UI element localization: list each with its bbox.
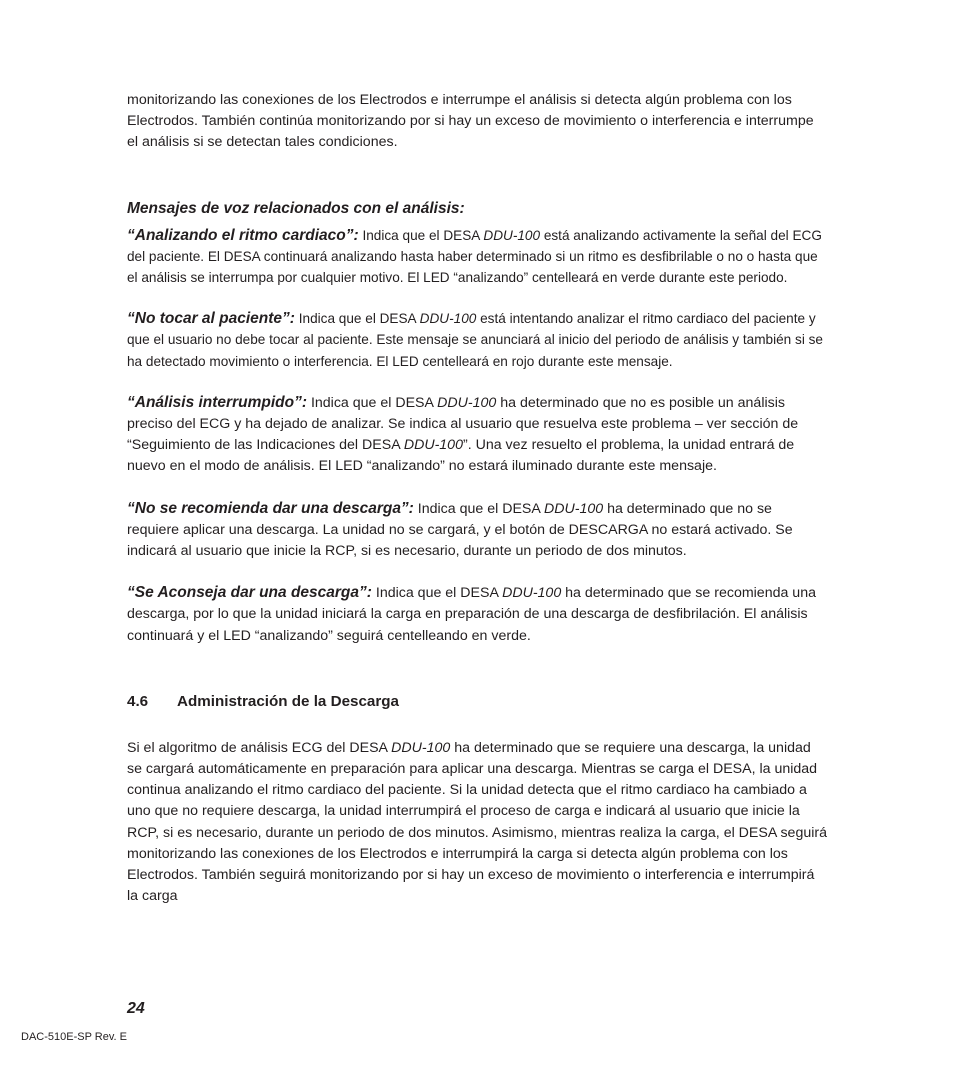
section-heading [127, 692, 827, 712]
section-text: Si el algoritmo de análisis ECG del DESA [127, 739, 392, 756]
message-text: está intentando analizar el ritmo cardiaco del paciente y que el usuario no debe tocar al paciente. Este mensaje se anunciará al inicio del periodo de análisis y también si se ha detectado movimiento o interferencia. El LED centelleará en rojo durante este mensaje. [127, 311, 823, 369]
message-text: Indica que el DESA [371, 585, 503, 602]
page-number: 24 [127, 1000, 145, 1017]
document-body [127, 90, 827, 907]
message-text: está analizando activamente la señal del ECG del paciente. El DESA continuará analizando hasta haber determinado si un ritmo es desfibrilable o no o hasta que el análisis se interrumpa por cualquier motivo. El LED “analizando” centelleará en verde durante este periodo. [127, 227, 822, 286]
voice-messages-heading: Mensajes de voz relacionados con el análisis: [127, 199, 465, 217]
message-analizando [127, 225, 827, 289]
product-name: DDU-100 [483, 227, 541, 243]
message-label: “No se recomienda dar una descarga”: [127, 499, 414, 517]
message-text: ha determinado que se recomienda una descarga, por lo que la unidad iniciará la carga en preparación de una descarga de desfibrilación. El análisis continuará y el LED “analizando” seguirá centelleando en verde. [127, 585, 816, 644]
section-text: ha determinado que se requiere una descarga, la unidad se cargará automáticamente en preparación para aplicar una descarga. Mientras se carga el DESA, la unidad continua analizando el ritmo cardiaco del paciente. Si la unidad detecta que el ritmo cardiaco ha cambiado a uno que no requiere descarga, la unidad interrumpirá el proceso de carga e indicará al usuario que inicie la RCP, si es necesario, durante un periodo de dos minutos. Asimismo, mientras realiza la carga, el DESA seguirá monitorizando las conexiones de los Electrodos e interrumpirá la carga si detecta algún problema con los Electrodos. También seguirá monitorizando por si hay un exceso de movimiento o interferencia e interrumpirá la carga [127, 739, 827, 905]
document-code: DAC-510E-SP Rev. E [21, 1031, 127, 1043]
product-name: DDU-100 [502, 585, 562, 602]
intro-paragraph: monitorizando las conexiones de los Electrodos e interrumpe el análisis si detecta algún problema con los Electrodos. También continúa monitorizando por si hay un exceso de movimiento o interferencia e interrumpe el análisis si se detectan tales condiciones. [127, 92, 814, 151]
message-text: Indica que el DESA [358, 227, 484, 243]
message-text: Indica que el DESA [413, 500, 544, 517]
message-no-tocar [127, 308, 827, 372]
product-name: DDU-100 [391, 739, 451, 756]
message-no-descarga [127, 498, 827, 563]
product-name: DDU-100 [544, 500, 604, 517]
message-aconseja-descarga [127, 582, 827, 647]
product-name: DDU-100 [437, 394, 497, 411]
section-paragraph [127, 738, 827, 908]
message-label: “Se Aconseja dar una descarga”: [127, 584, 372, 602]
message-text: Indica que el DESA [307, 394, 438, 411]
message-analisis-interrumpido [127, 392, 827, 478]
message-text: ha determinado que no se requiere aplicar una descarga. La unidad no se cargará, y el botón de DESCARGA no estará activado. Se indicará al usuario que inicie la RCP, si es necesario, durante un periodo de dos minutos. [127, 500, 793, 560]
section-title: Administración de la Descarga [177, 692, 399, 710]
message-text: ”. Una vez resuelto el problema, la unidad entrará de nuevo en el modo de análisis. El LED “analizando” no estará iluminado durante este mensaje. [127, 437, 795, 475]
section-number: 4.6 [127, 692, 149, 710]
message-text: ha determinado que no es posible un análisis preciso del ECG y ha dejado de analizar. Se indica al usuario que resuelva este problema – ver sección de “Seguimiento de las Indicaciones del DESA [127, 394, 799, 454]
product-name: DDU-100 [403, 437, 463, 454]
message-label: “No tocar al paciente”: [127, 310, 295, 328]
message-label: “Análisis interrumpido”: [127, 393, 307, 411]
message-text: Indica que el DESA [294, 311, 420, 327]
message-label: “Analizando el ritmo cardiaco”: [127, 226, 359, 244]
product-name: DDU-100 [419, 311, 477, 327]
